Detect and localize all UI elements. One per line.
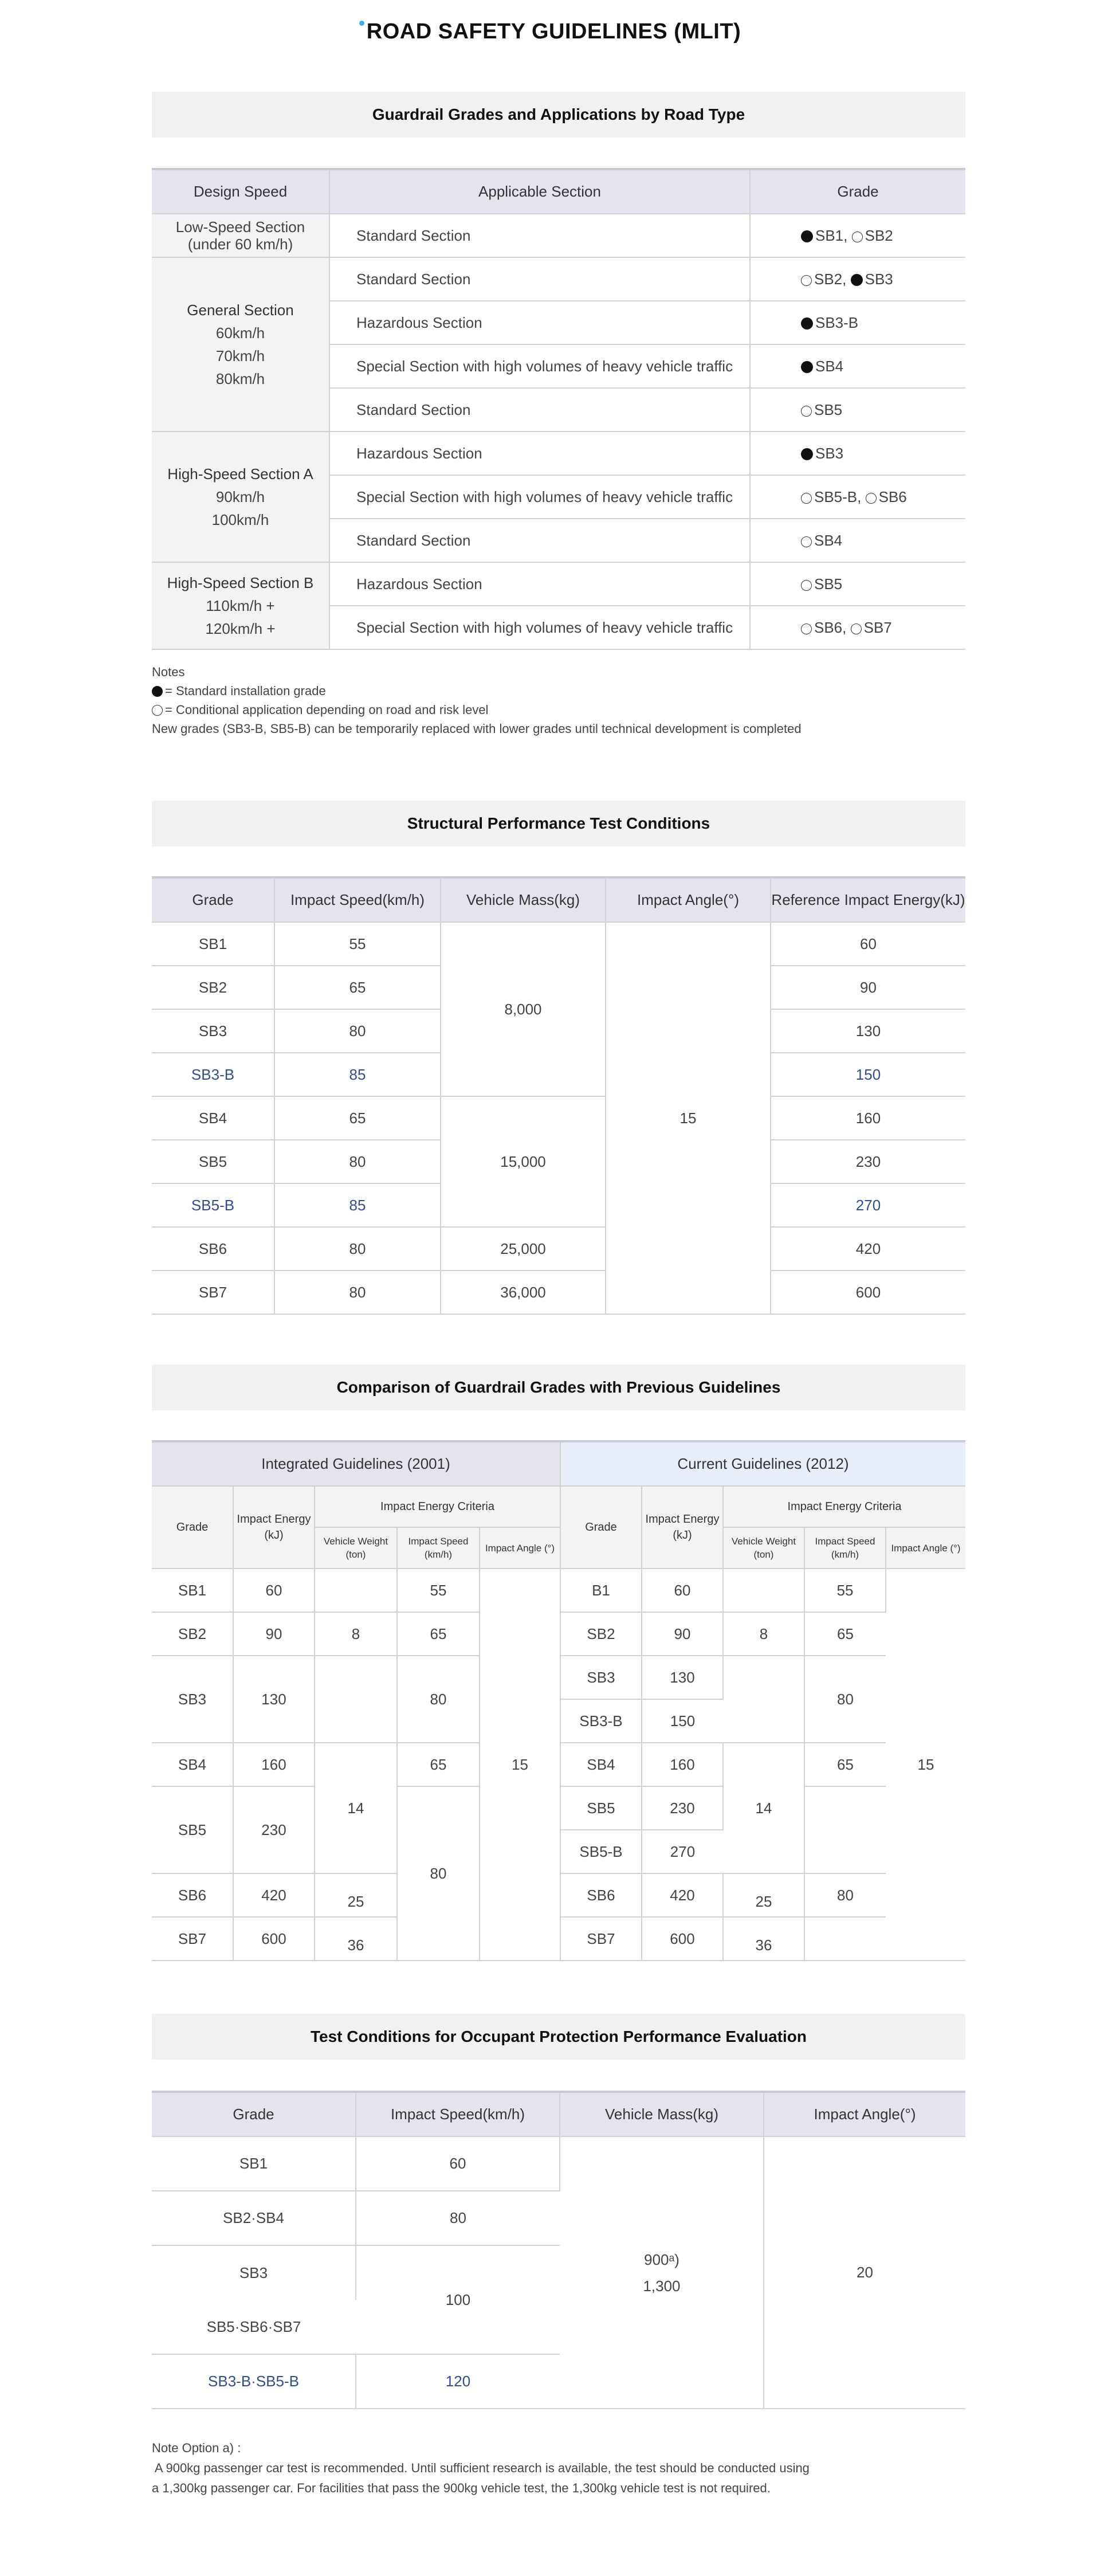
speed-cell: 55 bbox=[274, 922, 441, 966]
col-impact-angle: Impact Angle (°) bbox=[886, 1527, 965, 1569]
grade-cell: SB4 bbox=[750, 519, 965, 562]
col-impact-speed: Impact Speed(km/h) bbox=[356, 2092, 560, 2136]
filled-circle-icon bbox=[152, 686, 163, 697]
speed-cell: 65 bbox=[804, 1612, 886, 1656]
note-option-block bbox=[152, 2438, 810, 2498]
mass-cell: 15,000 bbox=[441, 1096, 606, 1227]
speed-cell: 80 bbox=[274, 1227, 441, 1271]
grade-cell: SB6, SB7 bbox=[750, 606, 965, 649]
design-speed-low: Low-Speed Section (under 60 km/h) bbox=[152, 214, 329, 257]
section-heading-guardrail-grades: Guardrail Grades and Applications by Road Type bbox=[152, 92, 965, 138]
open-circle-icon bbox=[852, 232, 863, 242]
weight-cell: 14 bbox=[315, 1743, 397, 1873]
grade-cell: SB3 bbox=[560, 1656, 642, 1699]
grade-cell: SB5 bbox=[750, 562, 965, 606]
energy-cell: 420 bbox=[642, 1873, 723, 1917]
speed-cell bbox=[804, 1786, 886, 1873]
group-header-2012: Current Guidelines (2012) bbox=[560, 1441, 965, 1486]
filled-circle-icon bbox=[851, 274, 863, 286]
grade-cell: SB3 bbox=[152, 1009, 274, 1053]
col-impact-speed: Impact Speed(km/h) bbox=[274, 877, 441, 922]
speed-cell: 80 bbox=[274, 1140, 441, 1183]
energy-cell: 130 bbox=[233, 1656, 315, 1743]
grade-cell: SB5 bbox=[152, 1786, 233, 1873]
grade-cell: SB2 bbox=[152, 966, 274, 1009]
note-option-heading: Note Option a) : bbox=[152, 2441, 241, 2455]
filled-circle-icon bbox=[801, 230, 813, 242]
grade-cell: SB6 bbox=[152, 1227, 274, 1271]
speed-cell: 65 bbox=[397, 1612, 480, 1656]
guardrail-grades-table bbox=[152, 168, 965, 650]
grade-cell: SB4 bbox=[152, 1096, 274, 1140]
section-cell: Hazardous Section bbox=[329, 432, 750, 475]
energy-cell: 160 bbox=[233, 1743, 315, 1786]
mass-cell: 25,000 bbox=[441, 1227, 606, 1271]
weight-cell: 25 bbox=[315, 1873, 397, 1917]
speed-cell: 60 bbox=[356, 2136, 560, 2191]
col-grade: Grade bbox=[152, 1486, 233, 1569]
open-circle-icon bbox=[801, 406, 812, 417]
section-cell: Standard Section bbox=[329, 388, 750, 432]
col-impact-angle: Impact Angle (°) bbox=[480, 1527, 560, 1569]
grade-cell: SB3 bbox=[750, 432, 965, 475]
grade-cell: SB5-B bbox=[152, 1183, 274, 1227]
open-circle-icon bbox=[801, 536, 812, 547]
angle-cell: 15 bbox=[886, 1569, 965, 1961]
speed-cell: 80 bbox=[804, 1873, 886, 1917]
note-extra: New grades (SB3-B, SB5-B) can be temporarily replaced with lower grades until technical development is completed bbox=[152, 722, 802, 736]
grade-cell: SB4 bbox=[152, 1743, 233, 1786]
grade-cell: SB3 bbox=[152, 1656, 233, 1743]
design-speed-high-b: High-Speed Section B 110km/h + 120km/h + bbox=[152, 562, 329, 649]
grade-cell: SB7 bbox=[152, 1271, 274, 1314]
grade-cell: SB5-B bbox=[560, 1830, 642, 1873]
col-criteria: Impact Energy Criteria bbox=[723, 1486, 965, 1527]
energy-cell: 90 bbox=[771, 966, 965, 1009]
energy-cell: 230 bbox=[233, 1786, 315, 1873]
speed-cell: 65 bbox=[397, 1743, 480, 1786]
angle-cell: 15 bbox=[480, 1569, 560, 1961]
energy-cell: 60 bbox=[233, 1569, 315, 1612]
speed-cell: 120 bbox=[356, 2354, 560, 2409]
grade-cell: SB5 bbox=[750, 388, 965, 432]
page-title: ROAD SAFETY GUIDELINES (MLIT) bbox=[0, 19, 1100, 44]
weight-cell bbox=[723, 1569, 804, 1612]
grade-cell: SB2, SB3 bbox=[750, 257, 965, 301]
energy-cell: 230 bbox=[642, 1786, 723, 1830]
speed-cell: 85 bbox=[274, 1053, 441, 1096]
speed-cell: 65 bbox=[274, 966, 441, 1009]
grade-cell: SB5 bbox=[152, 1140, 274, 1183]
speed-cell: 80 bbox=[397, 1656, 480, 1743]
table-row bbox=[152, 1227, 965, 1271]
grade-cell: SB3-B bbox=[152, 1053, 274, 1096]
energy-cell: 150 bbox=[771, 1053, 965, 1096]
energy-cell: 130 bbox=[642, 1656, 723, 1699]
grade-cell: SB4 bbox=[750, 344, 965, 388]
energy-cell: 600 bbox=[771, 1271, 965, 1314]
grade-cell: SB5-B, SB6 bbox=[750, 475, 965, 519]
grade-cell: SB7 bbox=[560, 1917, 642, 1961]
table-row bbox=[152, 2136, 965, 2191]
table-row bbox=[152, 1271, 965, 1314]
table-row bbox=[152, 562, 965, 606]
mass-cell: 900ᵃ) 1,300 bbox=[560, 2136, 764, 2409]
grade-cell: SB2 bbox=[560, 1612, 642, 1656]
energy-cell: 420 bbox=[233, 1873, 315, 1917]
col-grade: Grade bbox=[560, 1486, 642, 1569]
energy-cell: 90 bbox=[642, 1612, 723, 1656]
speed-cell: 80 bbox=[804, 1656, 886, 1743]
energy-cell: 270 bbox=[642, 1830, 723, 1873]
section-cell: Standard Section bbox=[329, 257, 750, 301]
structural-performance-table bbox=[152, 876, 965, 1315]
table-row bbox=[152, 1096, 965, 1140]
col-vehicle-weight: Vehicle Weight (ton) bbox=[723, 1527, 804, 1569]
section-cell: Special Section with high volumes of heavy vehicle traffic bbox=[329, 344, 750, 388]
grade-cell: SB2·SB4 bbox=[152, 2191, 356, 2245]
col-vehicle-mass: Vehicle Mass(kg) bbox=[560, 2092, 764, 2136]
grade-cell: SB3-B·SB5-B bbox=[152, 2354, 356, 2409]
weight-cell bbox=[315, 1569, 397, 1612]
section-cell: Hazardous Section bbox=[329, 301, 750, 344]
grade-cell: SB5·SB6·SB7 bbox=[152, 2300, 356, 2354]
section-cell: Special Section with high volumes of heavy vehicle traffic bbox=[329, 606, 750, 649]
grade-cell: SB3-B bbox=[560, 1699, 642, 1743]
energy-cell: 160 bbox=[771, 1096, 965, 1140]
energy-cell: 230 bbox=[771, 1140, 965, 1183]
comparison-table bbox=[152, 1440, 965, 1961]
grade-cell: SB1, SB2 bbox=[750, 214, 965, 257]
section-cell: Hazardous Section bbox=[329, 562, 750, 606]
angle-cell: 20 bbox=[764, 2136, 965, 2409]
grade-cell: SB2 bbox=[152, 1612, 233, 1656]
col-applicable-section: Applicable Section bbox=[329, 169, 750, 214]
table-row bbox=[152, 922, 965, 966]
grade-cell: SB1 bbox=[152, 2136, 356, 2191]
note-open: = Conditional application depending on road and risk level bbox=[165, 703, 489, 717]
table-row bbox=[152, 214, 965, 257]
section-heading-comparison: Comparison of Guardrail Grades with Previous Guidelines bbox=[152, 1365, 965, 1410]
speed-cell bbox=[804, 1917, 886, 1961]
col-impact-energy: Impact Energy (kJ) bbox=[233, 1486, 315, 1569]
occupant-protection-table bbox=[152, 2091, 965, 2409]
grade-cell: SB3 bbox=[152, 2245, 356, 2300]
energy-cell: 600 bbox=[233, 1917, 315, 1961]
weight-cell: 8 bbox=[315, 1612, 397, 1656]
open-circle-icon bbox=[801, 493, 812, 504]
filled-circle-icon bbox=[801, 361, 813, 373]
open-circle-icon bbox=[801, 624, 812, 634]
section-heading-occupant-protection: Test Conditions for Occupant Protection Performance Evaluation bbox=[152, 2014, 965, 2060]
col-impact-speed: Impact Speed (km/h) bbox=[804, 1527, 886, 1569]
section-cell: Standard Section bbox=[329, 214, 750, 257]
energy-cell: 420 bbox=[771, 1227, 965, 1271]
speed-cell: 80 bbox=[356, 2191, 560, 2245]
design-speed-general: General Section 60km/h 70km/h 80km/h bbox=[152, 257, 329, 432]
open-circle-icon bbox=[866, 493, 877, 504]
grade-cell: SB3-B bbox=[750, 301, 965, 344]
title-dot-icon bbox=[359, 21, 364, 26]
grade-cell: SB6 bbox=[152, 1873, 233, 1917]
table-row bbox=[152, 1569, 965, 1612]
col-grade: Grade bbox=[750, 169, 965, 214]
open-circle-icon bbox=[801, 275, 812, 286]
section-cell: Special Section with high volumes of heavy vehicle traffic bbox=[329, 475, 750, 519]
weight-cell: 36 bbox=[315, 1917, 397, 1961]
col-design-speed: Design Speed bbox=[152, 169, 329, 214]
col-vehicle-weight: Vehicle Weight (ton) bbox=[315, 1527, 397, 1569]
col-grade: Grade bbox=[152, 877, 274, 922]
grade-cell: SB1 bbox=[152, 1569, 233, 1612]
section-heading-structural-performance: Structural Performance Test Conditions bbox=[152, 801, 965, 846]
col-vehicle-mass: Vehicle Mass(kg) bbox=[441, 877, 606, 922]
table-row bbox=[152, 432, 965, 475]
energy-cell: 90 bbox=[233, 1612, 315, 1656]
energy-cell: 130 bbox=[771, 1009, 965, 1053]
energy-cell: 60 bbox=[771, 922, 965, 966]
open-circle-icon bbox=[851, 624, 862, 634]
energy-cell: 600 bbox=[642, 1917, 723, 1961]
col-impact-angle: Impact Angle(°) bbox=[606, 877, 771, 922]
group-header-2001: Integrated Guidelines (2001) bbox=[152, 1441, 560, 1486]
table-row bbox=[152, 257, 965, 301]
grade-cell: SB6 bbox=[560, 1873, 642, 1917]
mass-cell: 36,000 bbox=[441, 1271, 606, 1314]
design-speed-high-a: High-Speed Section A 90km/h 100km/h bbox=[152, 432, 329, 562]
speed-cell: 80 bbox=[397, 1786, 480, 1961]
weight-cell: 36 bbox=[723, 1917, 804, 1961]
col-reference-energy: Reference Impact Energy(kJ) bbox=[771, 877, 965, 922]
speed-cell: 55 bbox=[397, 1569, 480, 1612]
weight-cell: 8 bbox=[723, 1612, 804, 1656]
section-cell: Standard Section bbox=[329, 519, 750, 562]
weight-cell bbox=[315, 1656, 397, 1743]
grade-cell: B1 bbox=[560, 1569, 642, 1612]
weight-cell: 14 bbox=[723, 1743, 804, 1873]
weight-cell bbox=[723, 1656, 804, 1743]
open-circle-icon bbox=[801, 580, 812, 591]
col-impact-speed: Impact Speed (km/h) bbox=[397, 1527, 480, 1569]
col-grade: Grade bbox=[152, 2092, 356, 2136]
note-option-line1: A 900kg passenger car test is recommended. Until sufficient research is available, the test should be conducted using bbox=[152, 2461, 810, 2475]
filled-circle-icon bbox=[801, 317, 813, 330]
angle-cell: 15 bbox=[606, 922, 771, 1314]
col-criteria: Impact Energy Criteria bbox=[315, 1486, 560, 1527]
grade-cell: SB5 bbox=[560, 1786, 642, 1830]
weight-cell: 25 bbox=[723, 1873, 804, 1917]
energy-cell: 150 bbox=[642, 1699, 723, 1743]
notes-block bbox=[152, 662, 802, 738]
grade-cell: SB1 bbox=[152, 922, 274, 966]
speed-cell: 80 bbox=[274, 1271, 441, 1314]
grade-cell: SB7 bbox=[152, 1917, 233, 1961]
energy-cell: 60 bbox=[642, 1569, 723, 1612]
speed-cell: 85 bbox=[274, 1183, 441, 1227]
col-impact-angle: Impact Angle(°) bbox=[764, 2092, 965, 2136]
note-option-line2: a 1,300kg passenger car. For facilities that pass the 900kg vehicle test, the 1,300kg vehicle test is not required. bbox=[152, 2481, 771, 2495]
energy-cell: 270 bbox=[771, 1183, 965, 1227]
mass-cell: 8,000 bbox=[441, 922, 606, 1096]
grade-cell: SB4 bbox=[560, 1743, 642, 1786]
note-filled: = Standard installation grade bbox=[165, 684, 326, 698]
speed-cell: 55 bbox=[804, 1569, 886, 1612]
open-circle-icon bbox=[152, 705, 163, 716]
filled-circle-icon bbox=[801, 448, 813, 460]
speed-cell: 100 bbox=[356, 2245, 560, 2354]
energy-cell: 160 bbox=[642, 1743, 723, 1786]
speed-cell: 65 bbox=[274, 1096, 441, 1140]
speed-cell: 80 bbox=[274, 1009, 441, 1053]
notes-heading: Notes bbox=[152, 665, 185, 679]
col-impact-energy: Impact Energy (kJ) bbox=[642, 1486, 723, 1569]
speed-cell: 65 bbox=[804, 1743, 886, 1786]
